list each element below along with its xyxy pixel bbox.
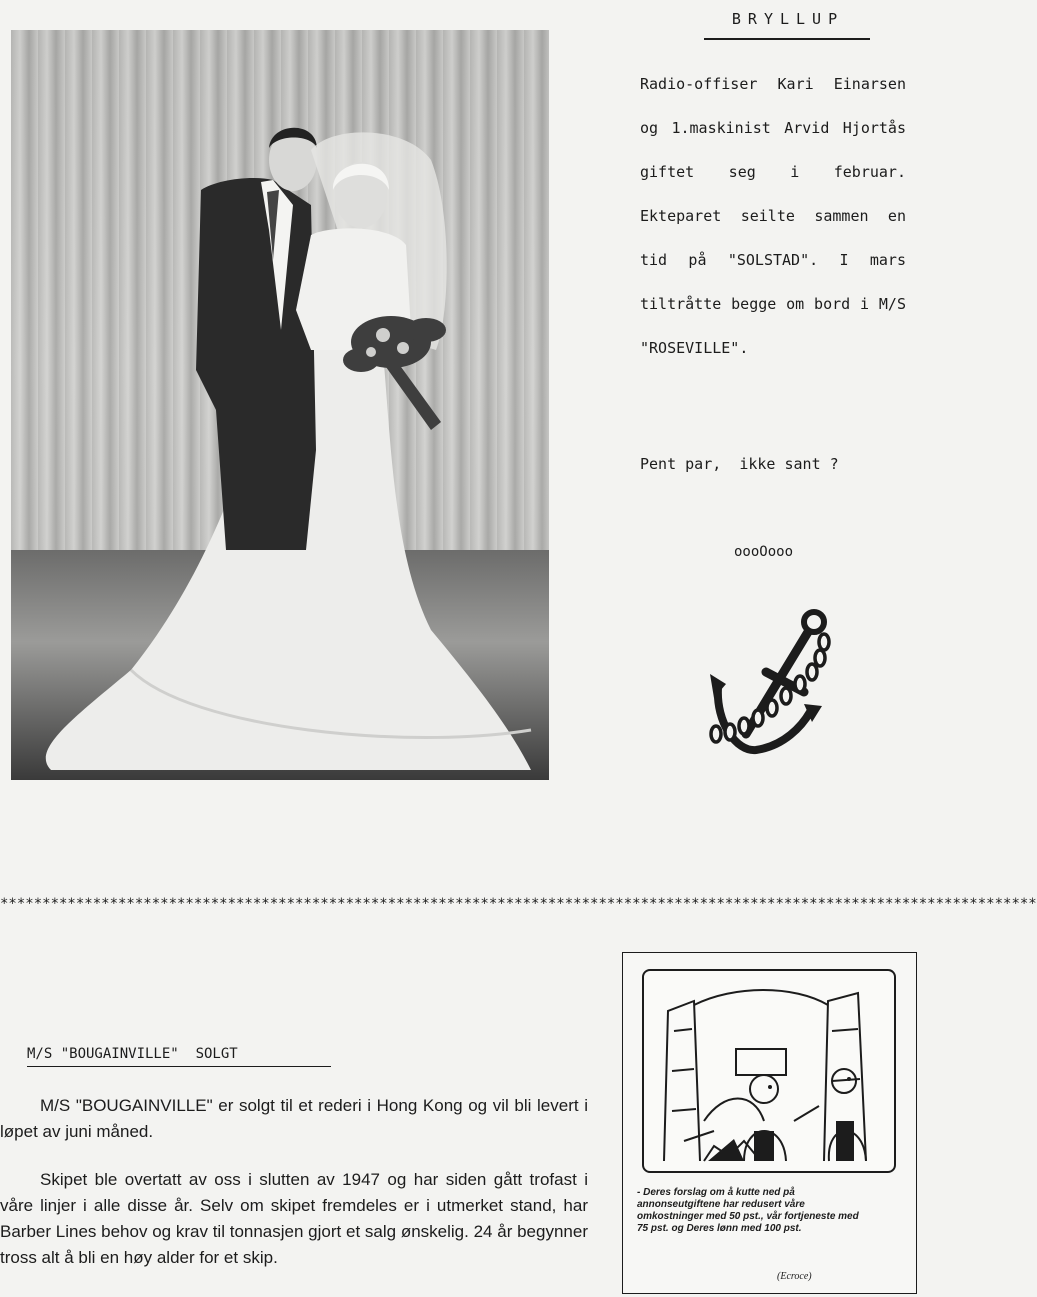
anchor-with-chain-icon — [706, 604, 836, 764]
section-separator: oooOooo — [734, 544, 794, 560]
sold-article-paragraph: Skipet ble overtatt av oss i slutten av 1947 og har siden gått trofast i våre linjer i alle disse år. Selv om skipet fremdeles er i utmerket stand, har Barber Lines behov og krav til tonnasjen gjort et salg ønskelig. 24 år begynner tross alt å bli en høy alder for et skip. — [0, 1170, 588, 1267]
bryllup-paragraph — [640, 62, 906, 370]
sold-article-heading: M/S "BOUGAINVILLE" SOLGT — [27, 1046, 238, 1062]
couple-illustration — [11, 30, 549, 778]
cartoon-caption: - Deres forslag om å kutte ned på annonseutgiftene har redusert våre omkostninger med 50 pst., vår fortjeneste med 75 pst. og Deres lønn med 100 pst. — [637, 1187, 859, 1234]
sold-article-paragraph: M/S "BOUGAINVILLE" er solgt til et rederi i Hong Kong og vil bli levert i løpet av juni måned. — [0, 1096, 588, 1141]
cartoon-drawing — [644, 971, 894, 1171]
bryllup-heading: BRYLLUP — [731, 10, 845, 28]
sold-article-body — [0, 1093, 588, 1293]
bryllup-underline — [704, 38, 870, 40]
bryllup-closing: Pent par, ikke sant ? — [640, 455, 839, 473]
wedding-photo — [11, 30, 549, 778]
asterisk-divider: *************************************************************************************************************************** — [0, 896, 1037, 912]
cartoon-box — [622, 952, 917, 1294]
cartoon-credit: (Ecroce) — [777, 1271, 812, 1282]
bryllup-paragraph-text: Radio-offiser Kari Einarsen og 1.maskinist Arvid Hjortås giftet seg i februar. Ekteparet seilte sammen en tid på "SOLSTAD". I mars tiltråtte begge om bord i M/S "ROSEVILLE". — [640, 75, 906, 357]
sold-article-underline — [27, 1066, 331, 1067]
cartoon-panel — [642, 969, 896, 1173]
